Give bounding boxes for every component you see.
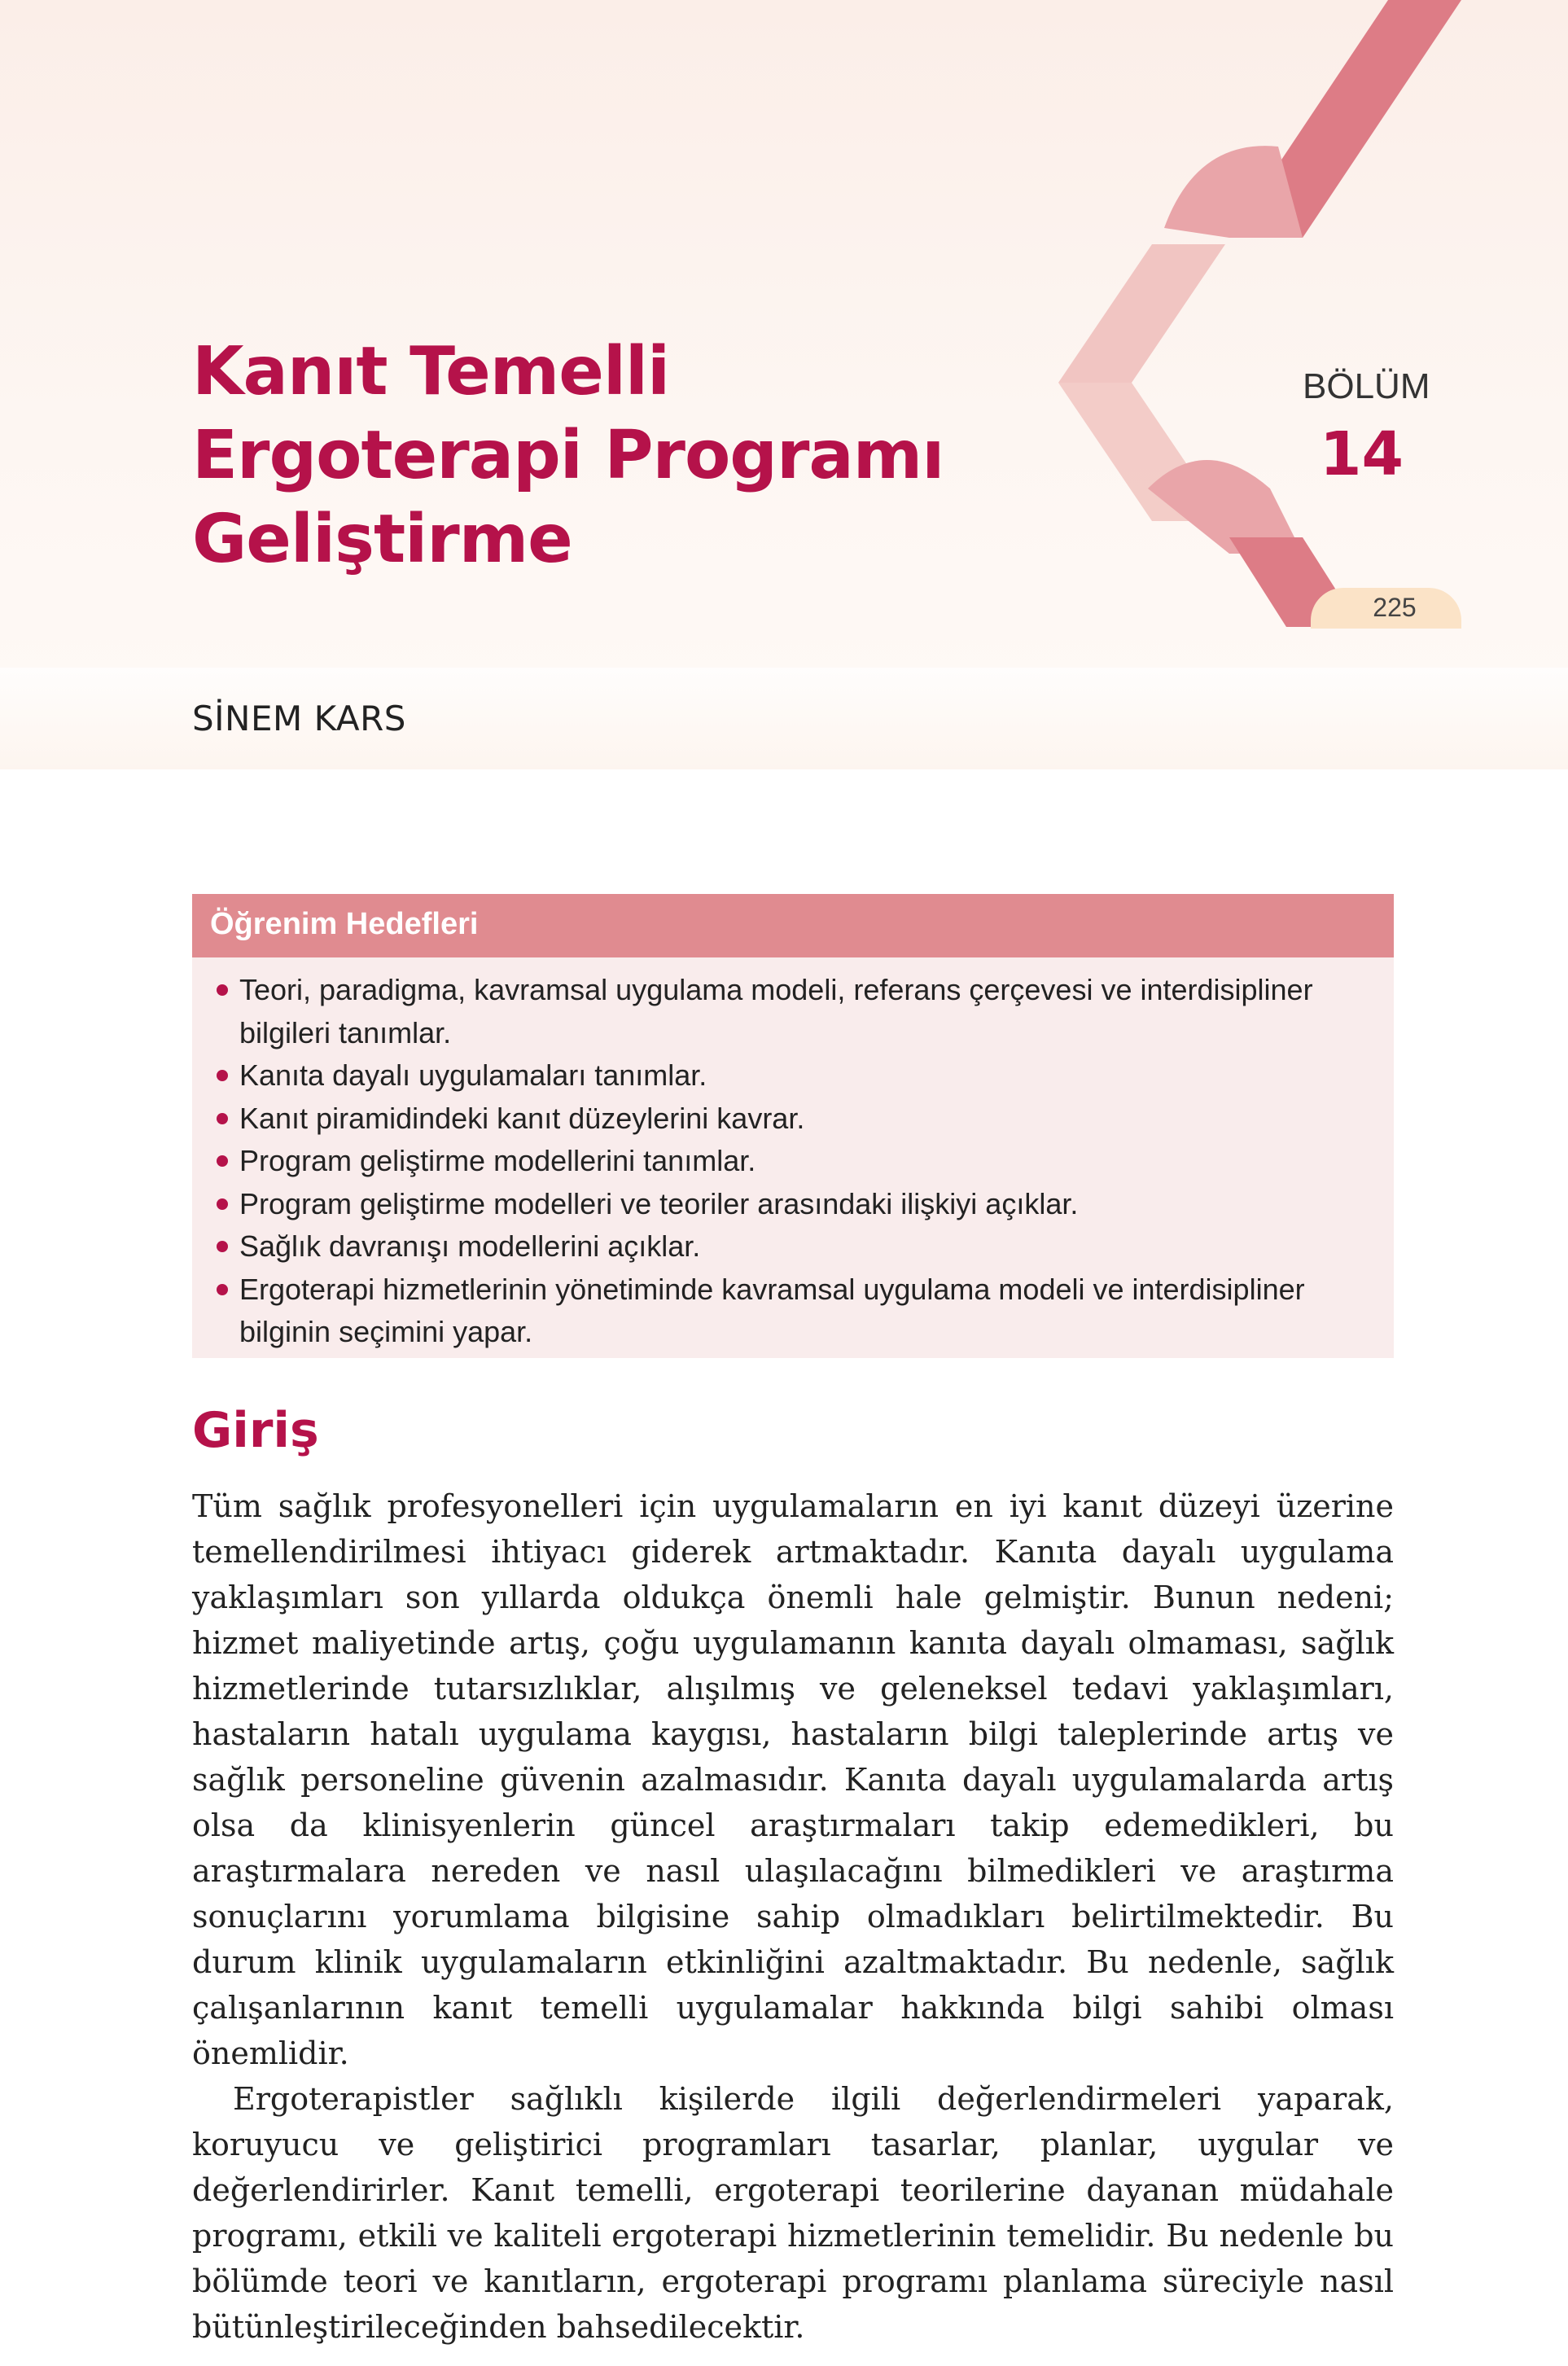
chapter-title [192, 330, 1006, 581]
chapter-number: 14 [1320, 419, 1404, 489]
body-paragraph: Ergoterapistler sağlıklı kişilerde ilgili değerlendirmeleri yaparak, koruyucu ve geliştirici programları tasarlar, planlar, uygular ve değerlendirirler. Kanıt temelli, ergoterapi teorilerine dayanan müdahale programı, etkili ve kaliteli ergoterapi hizmetlerinin temelidir. Bu nedenle bu bölümde teori ve kanıtların, ergoterapi programı planlama süreciyle nasıl bütünleştirileceğinden bahsedilecektir. [192, 2081, 1394, 2345]
objective-item: Teori, paradigma, kavramsal uygulama modeli, referans çerçevesi ve interdisipliner bilgileri tanımlar. [217, 969, 1373, 1054]
section-title: Giriş [192, 1402, 319, 1459]
objective-item: Kanıt piramidindeki kanıt düzeylerini kavrar. [217, 1098, 1373, 1141]
ribbon-mid-light [1058, 244, 1225, 383]
objective-item: Sağlık davranışı modellerini açıklar. [217, 1225, 1373, 1268]
objective-item: Ergoterapi hizmetlerinin yönetiminde kavramsal uygulama modeli ve interdisipliner bilginin seçimini yapar. [217, 1268, 1373, 1354]
objective-item: Program geliştirme modelleri ve teoriler arasındaki ilişkiyi açıklar. [217, 1183, 1373, 1226]
objectives-header-bar [192, 894, 1394, 957]
chapter-title-line-2: Ergoterapi Programı [192, 417, 944, 494]
page-number: 225 [1373, 593, 1417, 622]
objectives-list [217, 969, 1373, 1354]
chapter-title-line-3: Geliştirme [192, 501, 572, 578]
objective-item: Program geliştirme modellerini tanımlar. [217, 1140, 1373, 1183]
body-paragraph: Tüm sağlık profesyonelleri için uygulamaların en iyi kanıt düzeyi üzerine temellendirilmesi ihtiyacı giderek artmaktadır. Kanıta dayalı uygulama yaklaşımları son yıllarda oldukça önemli hale gelmiştir. Bunun nedeni; hizmet maliyetinde artış, çoğu uygulamanın kanıta dayalı olmaması, sağlık hizmetlerinde tutarsızlıklar, alışılmış ve geleneksel tedavi yaklaşımları, hastaların hatalı uygulama kaygısı, hastaların bilgi taleplerinde artış ve sağlık personeline güvenin azalmasıdır. Kanıta dayalı uygulamalarda artış olsa da klinisyenlerin güncel araştırmaları takip edemedikleri, bu araştırmalara nereden ve nasıl ulaşılacağını bilmedikleri ve araştırma sonuçlarını yorumlama bilgisine sahip olmadıkları belirtilmektedir. Bu durum klinik uygulamaların etkinliğini azaltmaktadır. Bu nedenle, sağlık çalışanlarının kanıt temelli uygulamalar hakkında bilgi sahibi olması önemlidir. [192, 1488, 1394, 2071]
chapter-label: BÖLÜM [1303, 366, 1430, 406]
objective-item: Kanıta dayalı uygulamaları tanımlar. [217, 1054, 1373, 1098]
objectives-heading: Öğrenim Hedefleri [210, 907, 479, 941]
learning-objectives-box [192, 894, 1394, 1358]
chapter-title-line-1: Kanıt Temelli [192, 333, 670, 410]
section-body [192, 1483, 1394, 2350]
author-name: SİNEM KARS [192, 699, 406, 738]
